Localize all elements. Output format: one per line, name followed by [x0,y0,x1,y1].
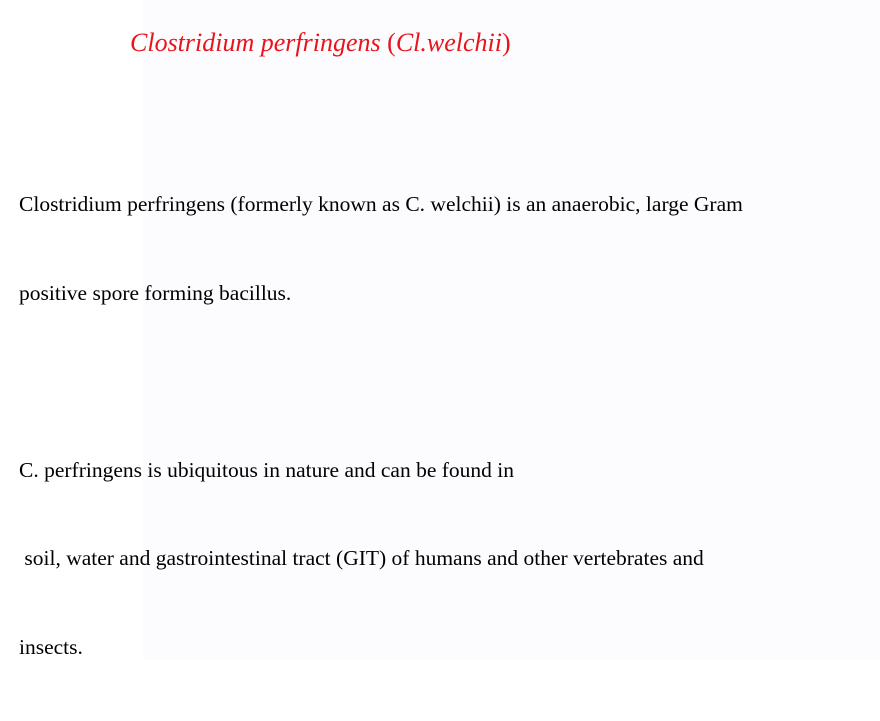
slide-body [19,131,869,721]
paragraph-habitat [19,397,869,721]
title-open-paren: ( [381,28,396,57]
text-line: insects. [19,633,869,663]
text-line: Clostridium perfringens (formerly known as C. welchii) is an anaerobic, large Gram [19,190,869,220]
paragraph-spacer [19,367,869,397]
text-line: C. perfringens is ubiquitous in nature and can be found in [19,456,869,486]
title-species: Clostridium perfringens [130,28,381,57]
text-line: positive spore forming bacillus. [19,279,869,309]
title-close-paren: ) [502,28,511,57]
text-line: soil, water and gastrointestinal tract (GIT) of humans and other vertebrates and [19,544,869,574]
slide-title [130,26,511,60]
title-alt-name: Cl.welchii [396,28,502,57]
paragraph-description [19,131,869,367]
